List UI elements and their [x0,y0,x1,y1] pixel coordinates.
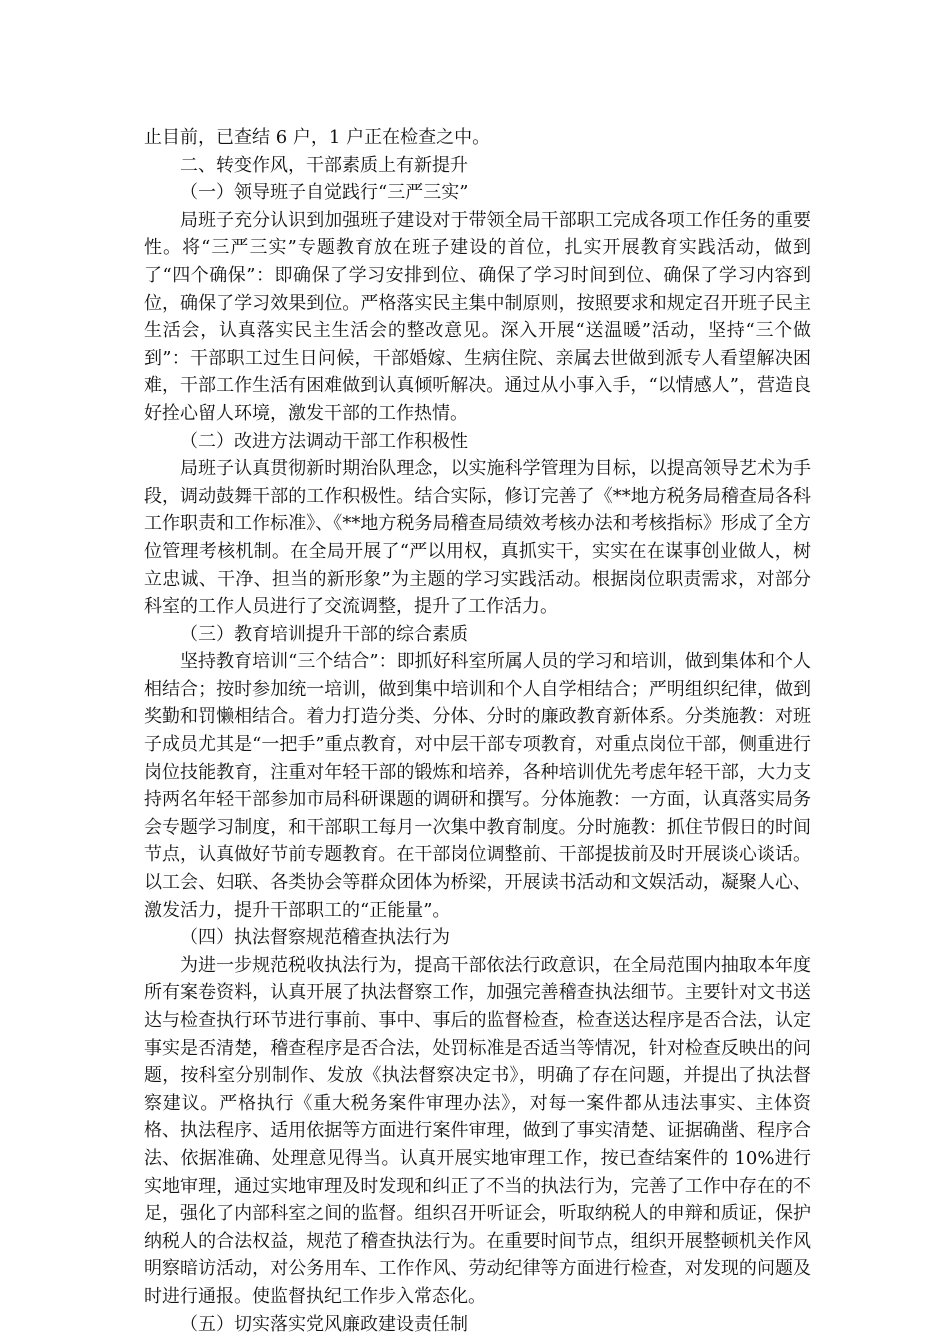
subsection-heading-3: （三）教育培训提升干部的综合素质 [180,623,468,645]
subsection-heading-4: （四）执法督察规范稽查执法行为 [180,927,450,949]
section-heading: 二、转变作风，干部素质上有新提升 [180,154,468,176]
paragraph-3 [144,648,811,924]
subsection-heading-1: （一）领导班子自觉践行“三严三实” [180,182,469,204]
paragraph-2-text: 局班子认真贯彻新时期治队理念，以实施科学管理为目标，以提高领导艺术为手段，调动鼓舞干部的工作积极性。结合实际，修订完善了《**地方税务局稽查局各科工作职责和工作标准》、《**地方税务局稽查局绩效考核办法和考核指标》形成了全方位管理考核机制。在全局开展了“严以用权，真抓实干，实实在在谋事创业做人，树立忠诚、干净、担当的新形象”为主题的学习实践活动。根据岗位职责需求，对部分科室的工作人员进行了交流调整，提升了工作活力。 [144,458,811,618]
paragraph-2 [144,455,811,621]
paragraph-1-text: 局班子充分认识到加强班子建设对于带领全局干部职工完成各项工作任务的重要性。将“三严三实”专题教育放在班子建设的首位，扎实开展教育实践活动，做到了“四个确保”：即确保了学习安排到位、确保了学习时间到位、确保了学习内容到位，确保了学习效果到位。严格落实民主集中制原则，按照要求和规定召开班子民主生活会，认真落实民主生活会的整改意见。深入开展“送温暖”活动，坚持“三个做到”：干部职工过生日问候，干部婚嫁、生病住院、亲属去世做到派专人看望解决困难，干部工作生活有困难做到认真倾听解决。通过从小事入手，“以情感人”，营造良好拴心留人环境，激发干部的工作热情。 [144,209,811,424]
continuation-line: 止目前，已查结 6 户，1 户正在检查之中。 [144,127,491,148]
document-page [144,124,811,1338]
paragraph-4 [144,952,811,1311]
paragraph-3-text: 坚持教育培训“三个结合”：即抓好科室所属人员的学习和培训，做到集体和个人相结合；按时参加统一培训，做到集中培训和个人自学相结合；严明组织纪律，做到奖勤和罚懒相结合。着力打造分类、分体、分时的廉政教育新体系。分类施教：对班子成员尤其是“一把手”重点教育，对中层干部专项教育，对重点岗位干部，侧重进行岗位技能教育，注重对年轻干部的锻炼和培养，各种培训优先考虑年轻干部，大力支持两名年轻干部参加市局科研课题的调研和撰写。分体施教：一方面，认真落实局务会专题学习制度，和干部职工每月一次集中教育制度。分时施教：抓住节假日的时间节点，认真做好节前专题教育。在干部岗位调整前、干部提拔前及时开展谈心谈话。以工会、妇联、各类协会等群众团体为桥梁，开展读书活动和文娱活动，凝聚人心、激发活力，提升干部职工的“正能量”。 [144,651,811,921]
subsection-heading-2: （二）改进方法调动干部工作积极性 [180,430,468,452]
subsection-heading-5: （五）切实落实党风廉政建设责任制 [180,1313,468,1335]
paragraph-4-text: 为进一步规范税收执法行为，提高干部依法行政意识，在全局范围内抽取本年度所有案卷资料，认真开展了执法督察工作，加强完善稽查执法细节。主要针对文书送达与检查执行环节进行事前、事中、事后的监督检查，检查送达程序是否合法，认定事实是否清楚，稽查程序是否合法，处罚标准是否适当等情况，针对检查反映出的问题，按科室分别制作、发放《执法督察决定书》，明确了存在问题，并提出了执法督察建议。严格执行《重大税务案件审理办法》，对每一案件都从违法事实、主体资格、执法程序、适用依据等方面进行案件审理，做到了事实清楚、证据确凿、程序合法、依据准确、处理意见得当。认真开展实地审理工作，按已查结案件的 10%进行实地审理，通过实地审理及时发现和纠正了不当的执法行为，完善了工作中存在的不足，强化了内部科室之间的监督。组织召开听证会，听取纳税人的申辩和质证，保护纳税人的合法权益，规范了稽查执法行为。在重要时间节点，组织开展整顿机关作风明察暗访活动，对公务用车、工作作风、劳动纪律等方面进行检查，对发现的问题及时进行通报。使监督执纪工作步入常态化。 [144,954,811,1307]
paragraph-1 [144,207,811,428]
